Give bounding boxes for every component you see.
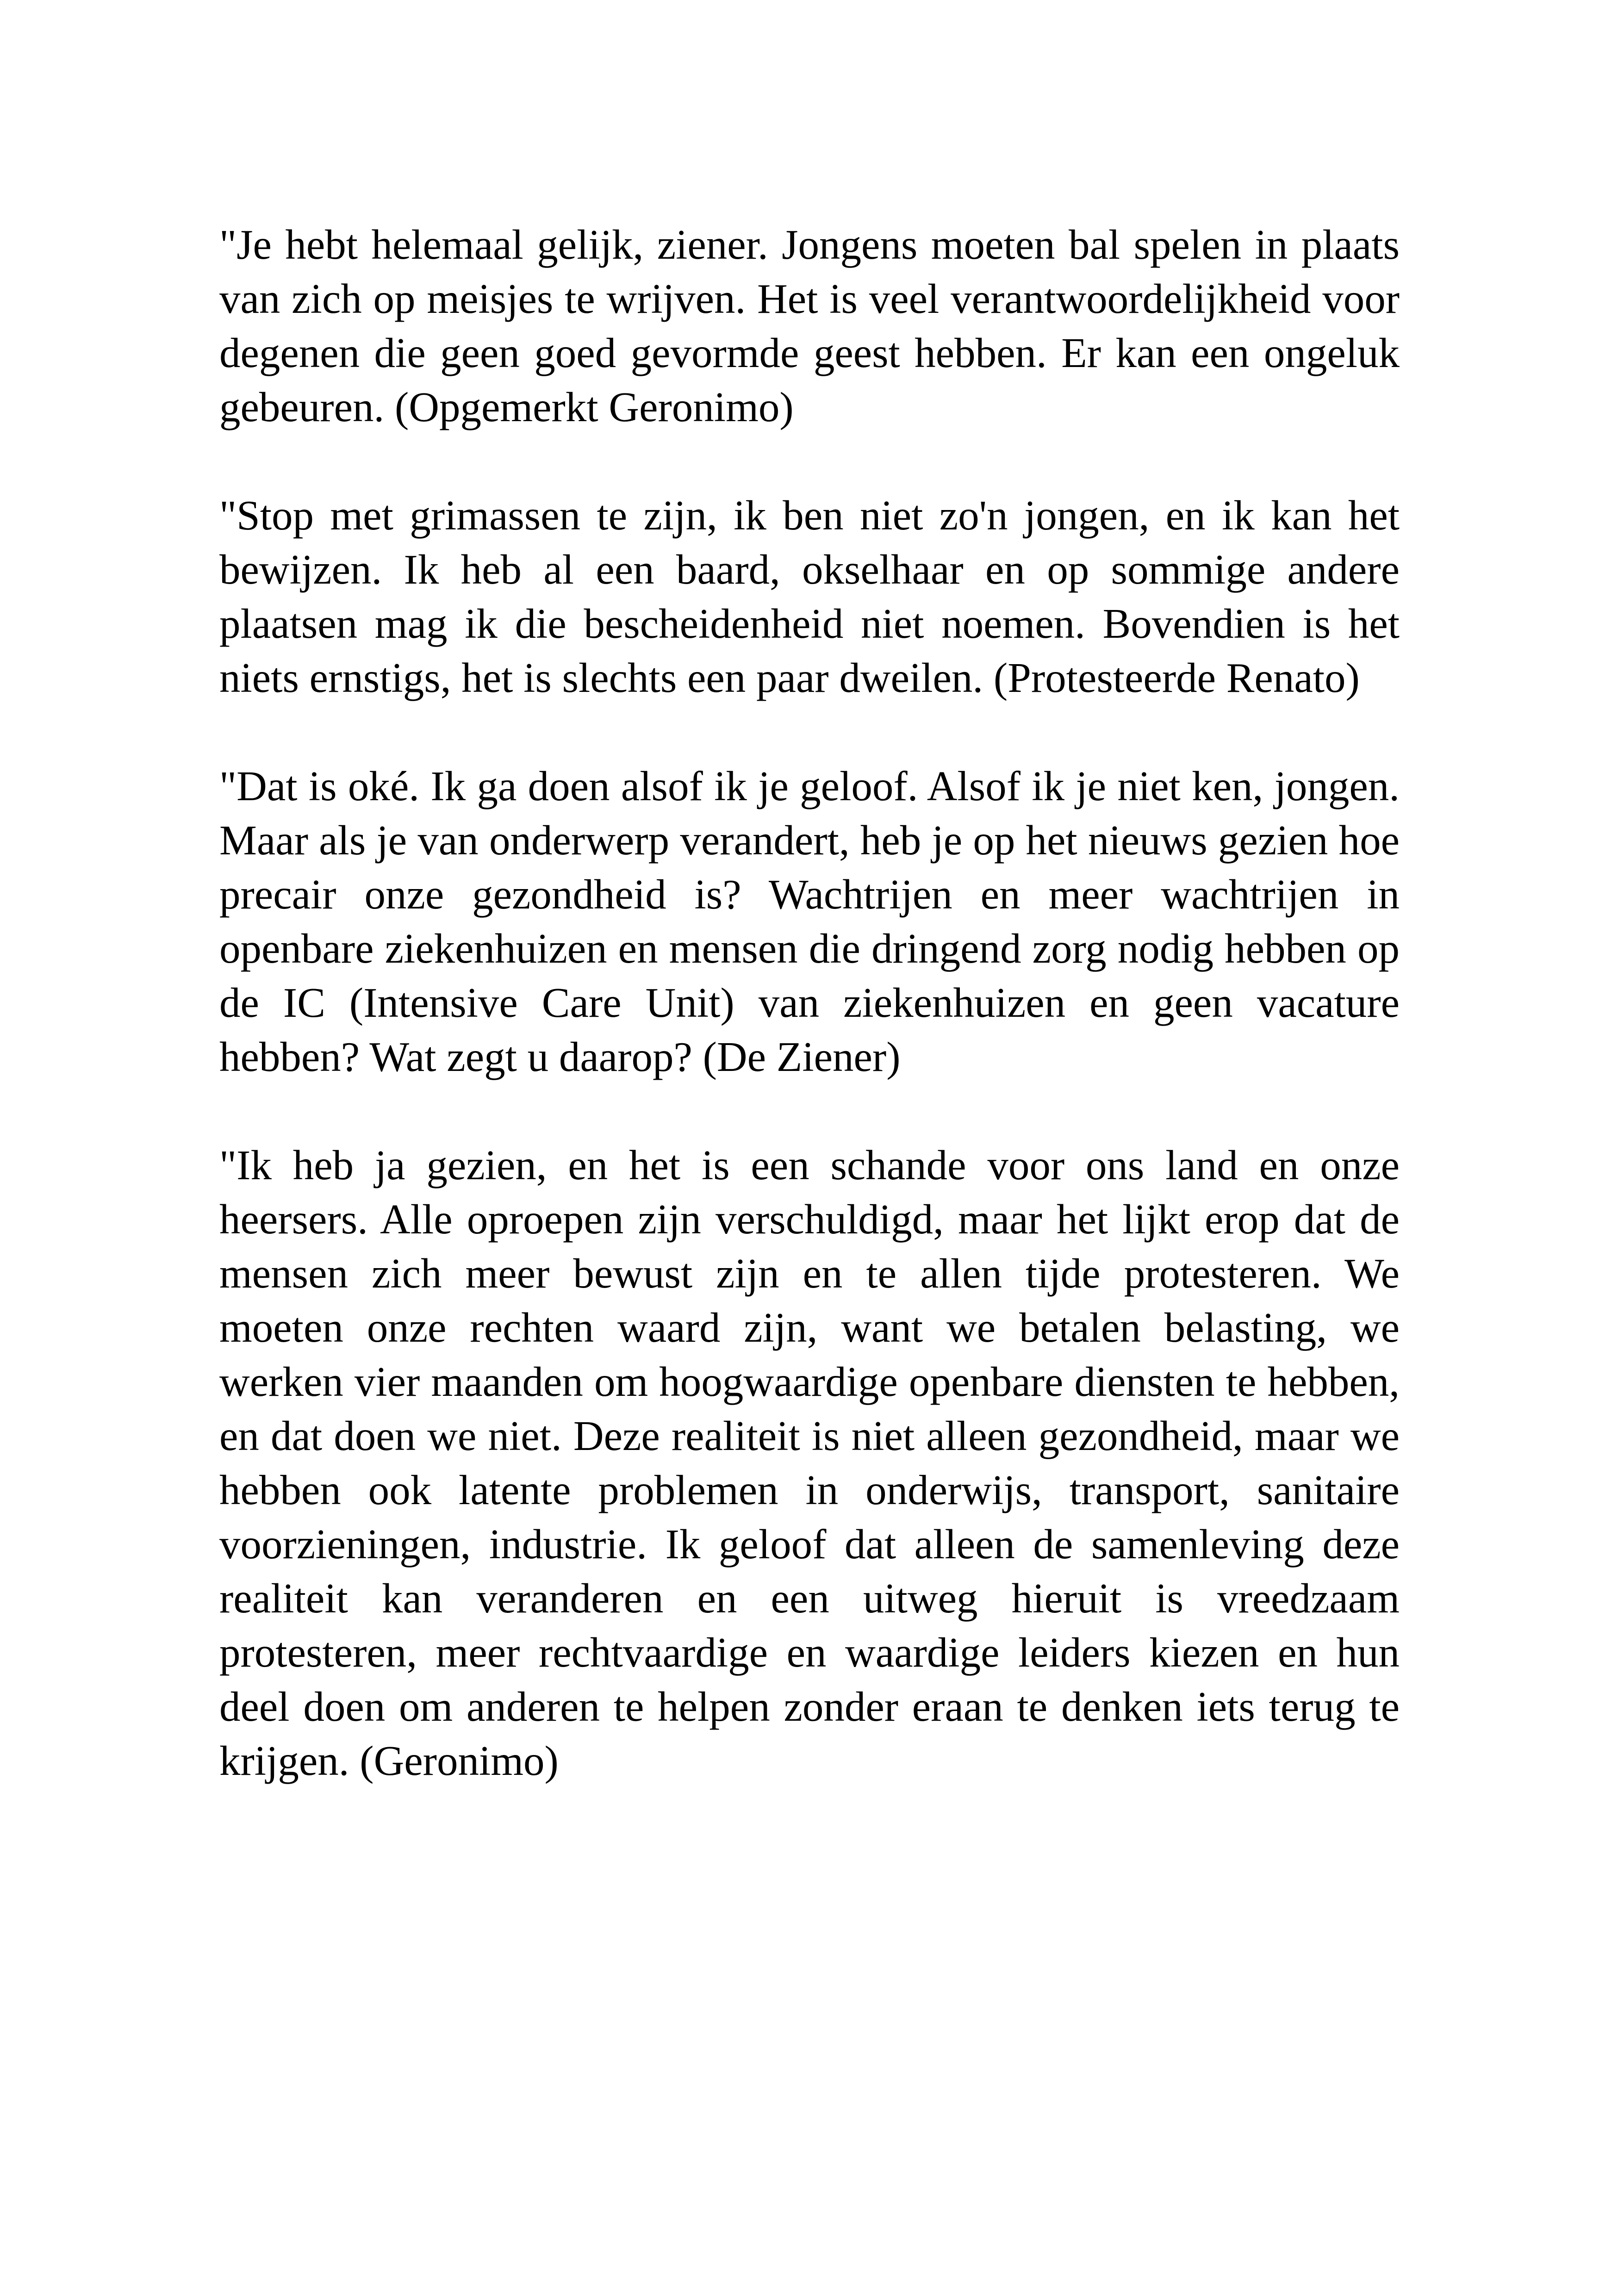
paragraph: "Dat is oké. Ik ga doen alsof ik je geloof. Alsof ik je niet ken, jongen. Maar als je van onderwerp verandert, heb je op het nieuws gezien hoe precair onze gezondheid is? Wachtrijen en meer wachtrijen in openbare ziekenhuizen en mensen die dringend zorg nodig hebben op de IC (Intensive Care Unit) van ziekenhuizen en geen vacature hebben? Wat zegt u daarop? (De Ziener) bbox=[219, 763, 1400, 1080]
paragraph: "Ik heb ja gezien, en het is een schande voor ons land en onze heersers. Alle oproepen zijn verschuldigd, maar het lijkt erop dat de mensen zich meer bewust zijn en te allen tijde protesteren. We moeten onze rechten waard zijn, want we betalen belasting, we werken vier maanden om hoogwaardige openbare diensten te hebben, en dat doen we niet. Deze realiteit is niet alleen gezondheid, maar we hebben ook latente problemen in onderwijs, transport, sanitaire voorzieningen, industrie. Ik geloof dat alleen de samenleving deze realiteit kan veranderen en een uitweg hieruit is vreedzaam protesteren, meer rechtvaardige en waardige leiders kiezen en hun deel doen om anderen te helpen zonder eraan te denken iets terug te krijgen. (Geronimo) bbox=[219, 1142, 1400, 1784]
body-text bbox=[219, 218, 1400, 1788]
paragraph: "Stop met grimassen te zijn, ik ben niet zo'n jongen, en ik kan het bewijzen. Ik heb al een baard, okselhaar en op sommige andere plaatsen mag ik die bescheidenheid niet noemen. Bovendien is het niets ernstigs, het is slechts een paar dweilen. (Protesteerde Renato) bbox=[219, 492, 1400, 701]
paragraph: "Je hebt helemaal gelijk, ziener. Jongens moeten bal spelen in plaats van zich op meisjes te wrijven. Het is veel verantwoordelijkheid voor degenen die geen goed gevormde geest hebben. Er kan een ongeluk gebeuren. (Opgemerkt Geronimo) bbox=[219, 221, 1400, 430]
